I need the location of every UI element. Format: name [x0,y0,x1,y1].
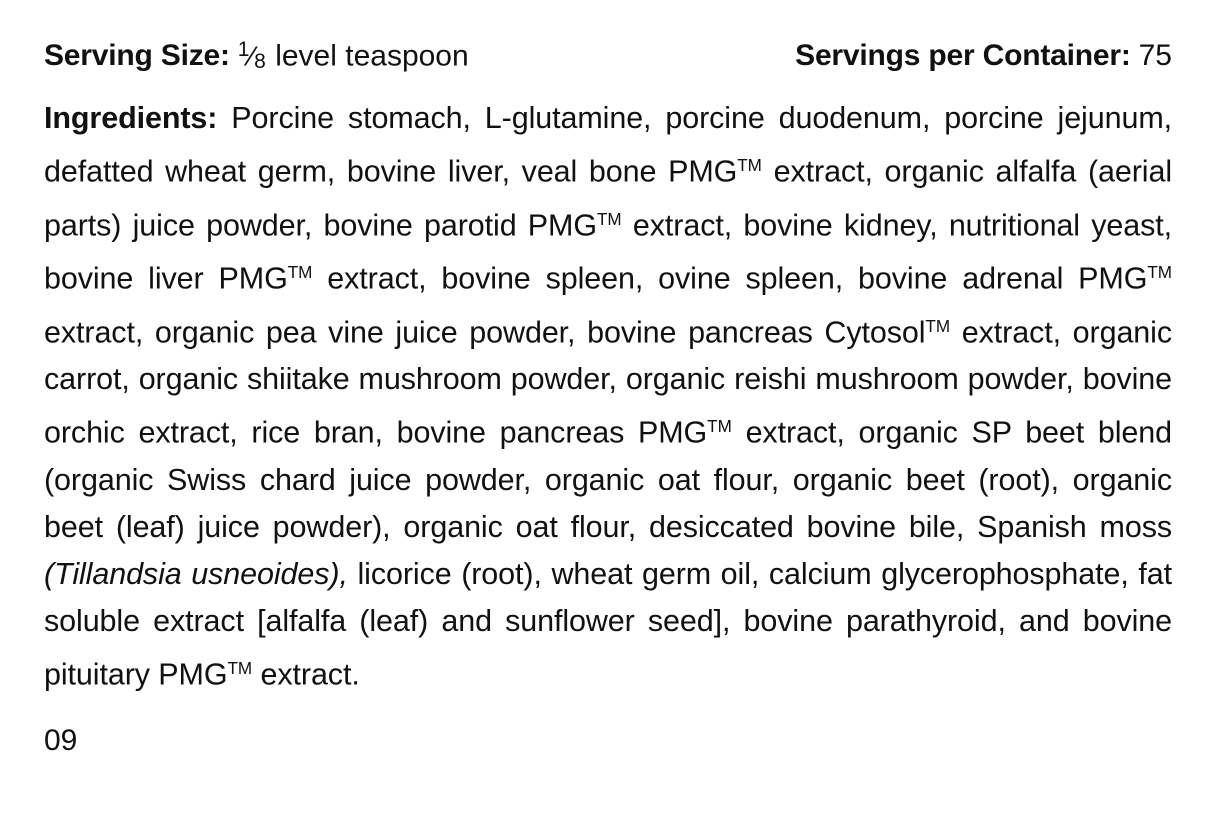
ingredients-label: Ingredients: [44,101,218,136]
servings-per-container-value: 75 [1138,39,1172,73]
ingredients-italic-phrase: (Tillandsia usneoides), [44,556,348,591]
trademark-4: TM [1147,263,1173,283]
fraction-numerator: 1 [237,38,250,61]
serving-size-unit: level teaspoon [275,39,469,73]
serving-size-label: Serving Size: [44,39,230,73]
ingredients-text-4: extract, bovine spleen, ovine spleen, bovine adrenal PMG [312,261,1148,296]
fraction-slash: ⁄ [249,40,255,72]
page-code: 09 [44,724,78,757]
trademark-5: TM [925,316,951,336]
serving-size-fraction [238,38,266,73]
serving-size-group [44,38,469,73]
fraction-denominator: 8 [254,49,266,73]
trademark-1: TM [737,156,762,176]
trademark-7: TM [227,658,253,678]
trademark-6: TM [707,417,732,437]
ingredients-text-3: extract, bovine kidney, nutritional yeast, bovine liver PMG [44,208,1172,296]
ingredients-text-1: Porcine stomach, L-glutamine, porcine duodenum, porcine jejunum, defatted wheat germ, bovine liver, veal bone PMG [44,101,1172,189]
trademark-2: TM [596,209,622,229]
ingredients-text-8: licorice (root), wheat germ oil, calcium glycerophosphate, fat soluble extract [alfalfa (leaf) and sunflower seed], bovine parathyroid, and bovine pituitary PMG [44,556,1172,692]
serving-row [44,38,1172,73]
supplement-facts-panel [44,38,1172,699]
ingredients-paragraph [44,95,1172,698]
trademark-3: TM [287,263,313,283]
ingredients-text-2: extract, organic alfalfa (aerial parts) juice powder, bovine parotid PMG [44,154,1172,243]
servings-per-container-group [795,39,1172,72]
ingredients-text-5: extract, organic pea vine juice powder, bovine pancreas Cytosol [44,315,926,350]
serving-size-value [238,38,469,73]
servings-per-container-label: Servings per Container: [795,39,1131,73]
ingredients-text-9: extract. [252,657,360,692]
ingredients-text-7: extract, organic SP beet blend (organic Swiss chard juice powder, organic oat flour, organic beet (root), organic beet (leaf) juice powder), organic oat flour, desiccated bovine bile, Spanish moss [44,415,1173,544]
ingredients-text-6: extract, organic carrot, organic shiitake mushroom powder, organic reishi mushroom powder, bovine orchic extract, rice bran, bovine pancreas PMG [44,315,1172,450]
